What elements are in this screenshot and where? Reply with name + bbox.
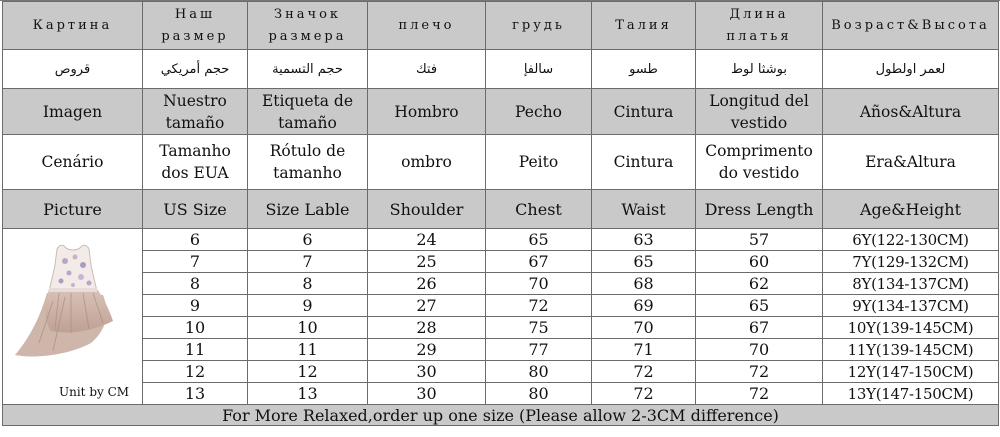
dress-length-cell: 62 — [696, 273, 823, 295]
age-height-cell: 6Y(122-130CM) — [823, 229, 999, 251]
us-size-cell: 8 — [143, 273, 248, 295]
header-row-arabic — [3, 50, 999, 89]
header-row-russian — [3, 2, 999, 50]
age-height-cell: 8Y(134-137CM) — [823, 273, 999, 295]
waist-cell: 68 — [592, 273, 696, 295]
header-pt-picture: Cenário — [3, 135, 143, 190]
header-ar-age-height: لعمر اولطول — [823, 50, 999, 89]
chest-cell: 80 — [486, 361, 592, 383]
header-en-picture: Picture — [3, 190, 143, 229]
header-es-chest: Pecho — [486, 89, 592, 135]
dress-length-cell: 65 — [696, 295, 823, 317]
footer-row — [3, 405, 999, 426]
header-ar-dress-length: بوشثا لوط — [696, 50, 823, 89]
header-en-age-height: Age&Height — [823, 190, 999, 229]
table-row — [3, 273, 999, 295]
size-label-cell: 9 — [248, 295, 368, 317]
header-row-english — [3, 190, 999, 229]
chest-cell: 70 — [486, 273, 592, 295]
us-size-cell: 12 — [143, 361, 248, 383]
shoulder-cell: 24 — [368, 229, 486, 251]
header-en-shoulder: Shoulder — [368, 190, 486, 229]
shoulder-cell: 26 — [368, 273, 486, 295]
header-ar-shoulder: فتك — [368, 50, 486, 89]
shoulder-cell: 27 — [368, 295, 486, 317]
shoulder-cell: 25 — [368, 251, 486, 273]
chest-cell: 77 — [486, 339, 592, 361]
us-size-cell: 6 — [143, 229, 248, 251]
table-row — [3, 361, 999, 383]
shoulder-cell: 30 — [368, 361, 486, 383]
size-label-cell: 11 — [248, 339, 368, 361]
waist-cell: 72 — [592, 383, 696, 405]
us-size-cell: 11 — [143, 339, 248, 361]
header-en-chest: Chest — [486, 190, 592, 229]
dress-length-cell: 67 — [696, 317, 823, 339]
table-row — [3, 229, 999, 251]
chest-cell: 67 — [486, 251, 592, 273]
chest-cell: 65 — [486, 229, 592, 251]
waist-cell: 65 — [592, 251, 696, 273]
shoulder-cell: 28 — [368, 317, 486, 339]
size-label-cell: 6 — [248, 229, 368, 251]
size-label-cell: 12 — [248, 361, 368, 383]
header-es-shoulder: Hombro — [368, 89, 486, 135]
waist-cell: 63 — [592, 229, 696, 251]
shoulder-cell: 29 — [368, 339, 486, 361]
age-height-cell: 13Y(147-150CM) — [823, 383, 999, 405]
header-pt-shoulder: ombro — [368, 135, 486, 190]
dress-icon — [9, 231, 139, 371]
dress-length-cell: 72 — [696, 383, 823, 405]
table-row — [3, 339, 999, 361]
age-height-cell: 12Y(147-150CM) — [823, 361, 999, 383]
header-es-picture: Imagen — [3, 89, 143, 135]
header-pt-waist: Cintura — [592, 135, 696, 190]
header-ru-picture: Картина — [3, 2, 143, 50]
chest-cell: 72 — [486, 295, 592, 317]
header-ru-dress-length: Длина платья — [696, 2, 823, 50]
header-ru-shoulder: плечо — [368, 2, 486, 50]
size-label-cell: 13 — [248, 383, 368, 405]
age-height-cell: 11Y(139-145CM) — [823, 339, 999, 361]
dress-photo — [9, 231, 139, 371]
header-ru-chest: грудь — [486, 2, 592, 50]
us-size-cell: 9 — [143, 295, 248, 317]
age-height-cell: 9Y(134-137CM) — [823, 295, 999, 317]
header-pt-age-height: Era&Altura — [823, 135, 999, 190]
unit-note: Unit by CM — [59, 385, 130, 399]
waist-cell: 72 — [592, 361, 696, 383]
header-pt-size-label: Rótulo de tamanho — [248, 135, 368, 190]
chest-cell: 80 — [486, 383, 592, 405]
table-row — [3, 383, 999, 405]
dress-length-cell: 57 — [696, 229, 823, 251]
age-height-cell: 10Y(139-145CM) — [823, 317, 999, 339]
header-en-waist: Waist — [592, 190, 696, 229]
header-ru-age-height: Возраст&Высота — [823, 2, 999, 50]
header-ar-chest: سالفإ — [486, 50, 592, 89]
us-size-cell: 10 — [143, 317, 248, 339]
dress-length-cell: 70 — [696, 339, 823, 361]
header-es-age-height: Años&Altura — [823, 89, 999, 135]
header-ar-picture: قروص — [3, 50, 143, 89]
dress-picture-cell — [3, 229, 143, 405]
size-label-cell: 10 — [248, 317, 368, 339]
header-ru-waist: Талия — [592, 2, 696, 50]
waist-cell: 70 — [592, 317, 696, 339]
dress-length-cell: 60 — [696, 251, 823, 273]
header-ar-size-label: حجم التسمية — [248, 50, 368, 89]
header-es-size-label: Etiqueta de tamaño — [248, 89, 368, 135]
header-ru-size-label: Значок размера — [248, 2, 368, 50]
chest-cell: 75 — [486, 317, 592, 339]
header-es-us-size: Nuestro tamaño — [143, 89, 248, 135]
header-pt-us-size: Tamanho dos EUA — [143, 135, 248, 190]
size-table — [2, 1, 999, 426]
header-es-waist: Cintura — [592, 89, 696, 135]
waist-cell: 69 — [592, 295, 696, 317]
dress-length-cell: 72 — [696, 361, 823, 383]
table-row — [3, 317, 999, 339]
us-size-cell: 13 — [143, 383, 248, 405]
header-en-size-label: Size Lable — [248, 190, 368, 229]
footer-note: For More Relaxed,order up one size (Please allow 2-3CM difference) — [3, 405, 999, 426]
header-pt-chest: Peito — [486, 135, 592, 190]
header-ar-waist: طسو — [592, 50, 696, 89]
header-row-spanish — [3, 89, 999, 135]
table-row — [3, 295, 999, 317]
size-label-cell: 8 — [248, 273, 368, 295]
header-es-dress-length: Longitud del vestido — [696, 89, 823, 135]
table-row — [3, 251, 999, 273]
us-size-cell: 7 — [143, 251, 248, 273]
shoulder-cell: 30 — [368, 383, 486, 405]
header-row-portuguese — [3, 135, 999, 190]
header-ar-us-size: حجم أمريكي — [143, 50, 248, 89]
age-height-cell: 7Y(129-132CM) — [823, 251, 999, 273]
size-label-cell: 7 — [248, 251, 368, 273]
header-en-us-size: US Size — [143, 190, 248, 229]
header-pt-dress-length: Comprimento do vestido — [696, 135, 823, 190]
header-en-dress-length: Dress Length — [696, 190, 823, 229]
header-ru-us-size: Наш размер — [143, 2, 248, 50]
waist-cell: 71 — [592, 339, 696, 361]
